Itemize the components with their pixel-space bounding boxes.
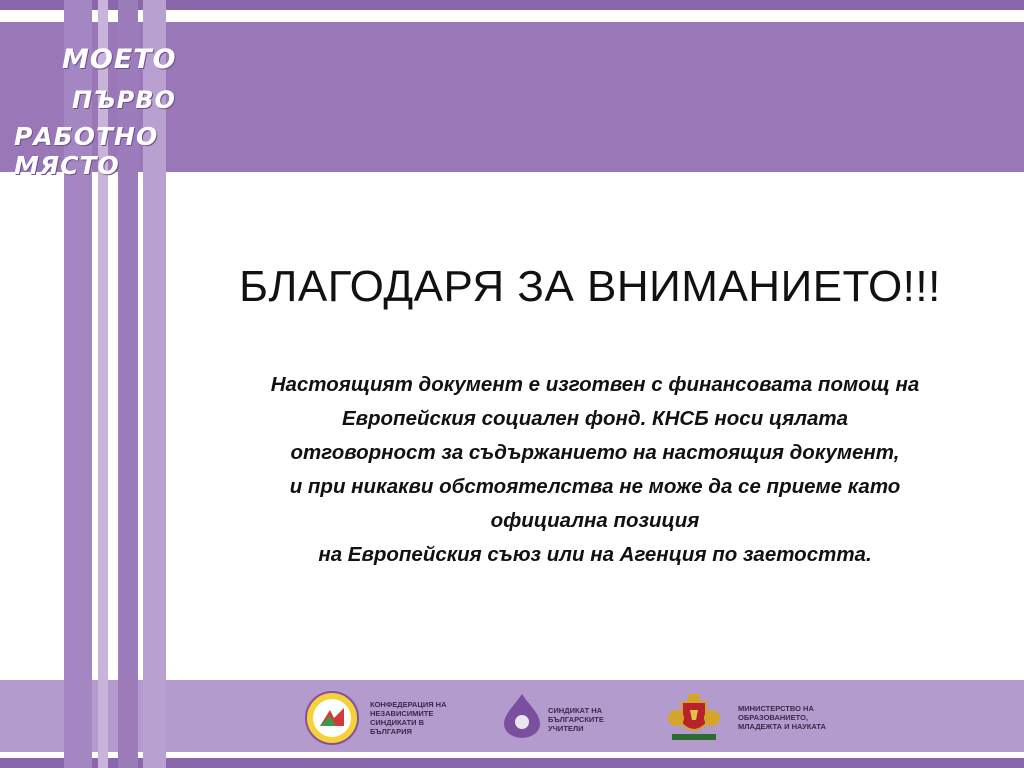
disclaimer-line: официална позиция [490, 509, 700, 532]
top-gap-left [0, 10, 64, 22]
disclaimer-line: Европейския социален фонд. КНСБ носи цялата [341, 407, 849, 430]
org-name: КОНФЕДЕРАЦИЯ НА НЕЗАВИСИМИТЕ СИНДИКАТИ В БЪЛГАРИЯ [370, 700, 447, 736]
disclaimer-line: на Европейския съюз или на Агенция по заетостта. [318, 543, 872, 566]
logo-text-line1: МОЕТО [62, 44, 177, 75]
org-name: СИНДИКАТ НА БЪЛГАРСКИТЕ УЧИТЕЛИ [548, 706, 604, 733]
project-logo [14, 38, 224, 180]
sbu-logo [500, 690, 544, 750]
slide-title: БЛАГОДАРЯ ЗА ВНИМАНИЕТО!!! [239, 262, 941, 311]
sbu-drop-icon [500, 690, 544, 740]
ministry-logo [664, 690, 724, 750]
disclaimer-line: отговорност за съдържанието на настоящия документ, [290, 441, 900, 464]
logo-text-line3: РАБОТНО МЯСТО [14, 122, 159, 180]
coat-of-arms-icon [664, 690, 724, 748]
knsb-logo [304, 690, 360, 750]
logo-text-line2: ПЪРВО [72, 86, 176, 114]
disclaimer-line: Настоящият документ е изготвен с финансовата помощ на [270, 373, 920, 396]
knsb-emblem-icon [304, 690, 360, 746]
disclaimer-line: и при никакви обстоятелства не може да се приеме като [289, 475, 901, 498]
disclaimer-text [180, 368, 1010, 572]
org-name: МИНИСТЕРСТВО НА ОБРАЗОВАНИЕТО, МЛАДЕЖТА И НАУКАТА [738, 704, 826, 731]
top-gap-right [166, 10, 1024, 22]
